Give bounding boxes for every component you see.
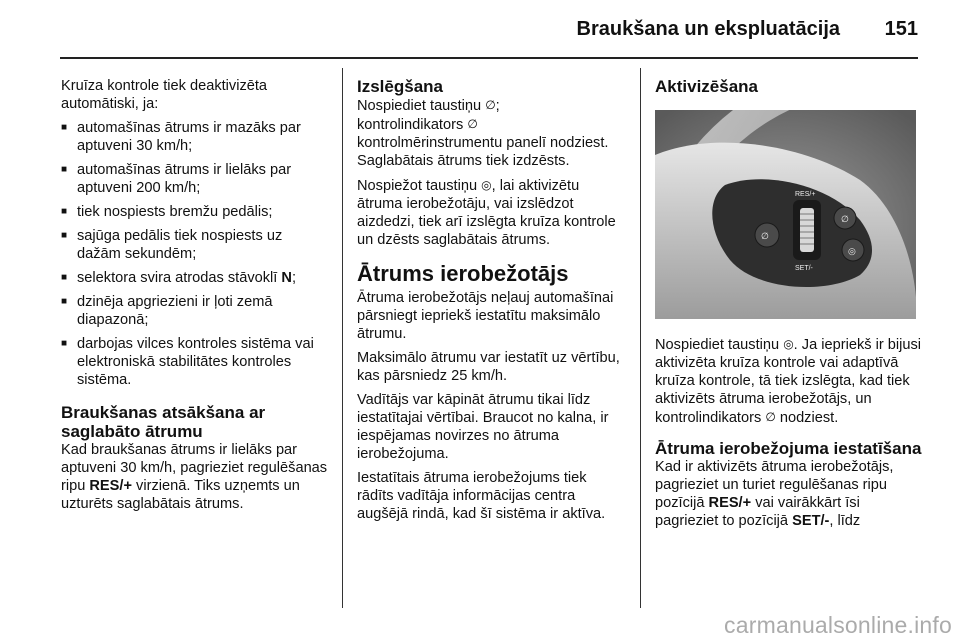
section-heading-switch-off: Izslēgšana (357, 77, 443, 96)
column-3 (655, 77, 923, 536)
activation-text: Nospiediet taustiņu ◎. Ja iepriekš ir bijusi aktivizēta kruīza kontrole vai adaptīvā kruīza kontrole, tā tiek izslēgta, kad tiek aktivizēts ātruma ierobežotājs, un kontrolindikators ∅ nodziest. (655, 337, 922, 426)
steering-wheel-figure (655, 110, 916, 319)
cruise-indicator-icon: ∅ (467, 117, 478, 131)
speed-limiter-icon: ◎ (783, 337, 794, 351)
list-item: ■ sajūga pedālis tiek nospiests uz dažām sekundēm; (61, 227, 329, 263)
gear-position-label: N (281, 270, 292, 286)
list-item: ■ dzinēja apgriezieni ir ļoti zemā diapazonā; (61, 293, 329, 329)
list-item: ■ tiek nospiests bremžu pedālis; (61, 203, 329, 221)
steering-wheel-illustration (655, 110, 916, 319)
intro-text: Kruīza kontrole tiek deaktivizēta automātiski, ja: (61, 78, 268, 112)
set-label: SET/- (795, 265, 813, 272)
column-divider-1 (342, 68, 343, 608)
limiter-intro: Ātruma ierobežotājs neļauj automašīnai pārsniegt iepriekš iestatītu maksimālo ātrumu. (357, 290, 614, 342)
chapter-title: Braukšana un ekspluatācija (576, 18, 840, 40)
limiter-max: Maksimālo ātrumu var iestatīt uz vērtību, kas pārsniedz 25 km/h. (357, 350, 620, 384)
column-1 (61, 77, 329, 519)
switch-off-text: Nospiediet taustiņu ∅; kontrolindikators ∅ kontrolmērinstrumentu panelī nodziest. Saglabātais ātrums tiek izdzēsts. (357, 98, 609, 169)
limiter-switch-text: Nospiežot taustiņu ◎, lai aktivizētu ātruma ierobežotāju, vai izslēdzot aizdedzi, tiek arī izslēgta kruīza kontrole un dzēsts saglabātais ātrums. (357, 178, 616, 248)
page-number: 151 (884, 18, 918, 40)
limiter-driver: Vadītājs var kāpināt ātrumu tikai līdz iestatītajai vērtībai. Braucot no kalna, ir iespējamas novirzes no ātruma ierobežojuma. (357, 392, 609, 462)
section-heading-activation: Aktivizēšana (655, 77, 758, 96)
list-item: ■ selektora svira atrodas stāvoklī N; (61, 269, 329, 287)
res-label: RES/+ (795, 191, 816, 198)
column-2 (357, 77, 625, 529)
column-divider-2 (640, 68, 641, 608)
limiter-display: Iestatītais ātruma ierobežojums tiek rādīts vadītāja informācijas centra augšējā rindā, kad šī sistēma ir aktīva. (357, 470, 606, 522)
speed-limiter-icon: ◎ (481, 178, 492, 192)
section-heading-resume: Braukšanas atsākšana ar saglabāto ātrumu (61, 403, 266, 441)
cruise-indicator-icon: ∅ (765, 410, 776, 424)
svg-text:∅: ∅ (761, 231, 769, 241)
resume-text: Kad braukšanas ātrums ir lielāks par aptuveni 30 km/h, pagrieziet regulēšanas ripu RES/+ virzienā. Tiks uzņemts un uzturēts saglabātais ātrums. (61, 442, 328, 512)
watermark: carmanualsonline.info (724, 612, 952, 638)
svg-text:∅: ∅ (841, 214, 849, 224)
section-heading-set-limit: Ātruma ierobežojuma iestatīšana (655, 439, 922, 458)
deactivation-list (61, 119, 329, 389)
list-item: ■ darbojas vilces kontroles sistēma vai elektroniskā stabilitātes kontroles sistēma. (61, 335, 329, 389)
list-item: ■ automašīnas ātrums ir mazāks par aptuveni 30 km/h; (61, 119, 329, 155)
section-heading-speed-limiter: Ātrums ierobežotājs (357, 261, 569, 286)
header-divider (60, 57, 918, 59)
set-limit-text: Kad ir aktivizēts ātruma ierobežotājs, pagrieziet un turiet regulēšanas ripu pozīcijā RES/+ vai vairākkārt īsi pagrieziet to pozīcijā SET/-, līdz (655, 459, 894, 529)
svg-text:◎: ◎ (848, 246, 856, 256)
cruise-control-off-icon: ∅ (485, 98, 496, 112)
list-item: ■ automašīnas ātrums ir lielāks par aptuveni 200 km/h; (61, 161, 329, 197)
